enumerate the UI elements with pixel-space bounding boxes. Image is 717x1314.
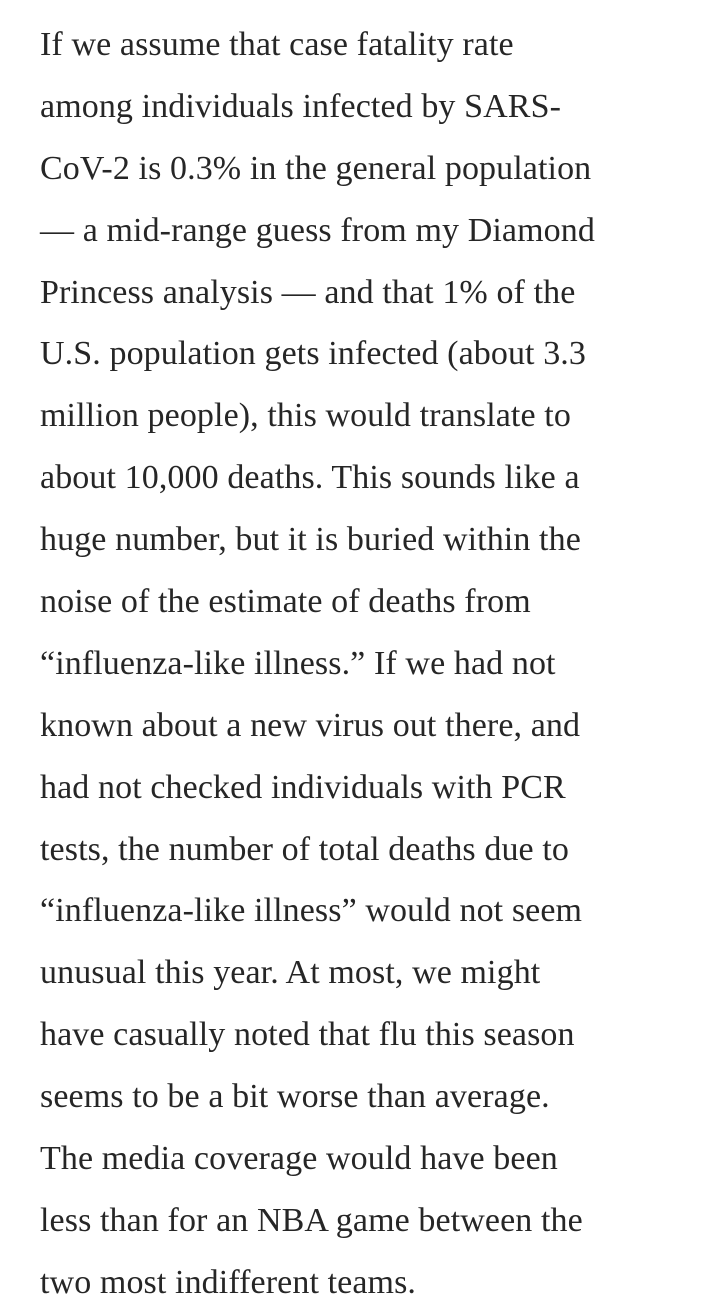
paragraph-line: had not checked individuals with PCR: [40, 768, 566, 806]
paragraph-line: CoV-2 is 0.3% in the general population: [40, 149, 592, 187]
paragraph-line: less than for an NBA game between the: [40, 1201, 583, 1239]
paragraph-line: “influenza-like illness.” If we had not: [40, 644, 556, 682]
paragraph-line: two most indifferent teams.: [40, 1263, 417, 1301]
paragraph-line: The media coverage would have been: [40, 1140, 558, 1178]
paragraph-line: unusual this year. At most, we might: [40, 954, 541, 992]
paragraph-line: noise of the estimate of deaths from: [40, 583, 531, 621]
paragraph-line: about 10,000 deaths. This sounds like a: [40, 459, 580, 497]
paragraph-line: If we assume that case fatality rate: [40, 26, 514, 63]
article-paragraph: [40, 14, 700, 1314]
paragraph-line: Princess analysis — and that 1% of the: [40, 273, 576, 311]
paragraph-line: “influenza-like illness” would not seem: [40, 892, 583, 930]
paragraph-line: seems to be a bit worse than average.: [40, 1078, 550, 1116]
paragraph-line: huge number, but it is buried within the: [40, 521, 581, 559]
paragraph-line: million people), this would translate to: [40, 397, 571, 435]
paragraph-line: among individuals infected by SARS-: [40, 87, 562, 125]
paragraph-line: have casually noted that flu this season: [40, 1016, 575, 1054]
paragraph-line: U.S. population gets infected (about 3.3: [40, 335, 587, 373]
paragraph-line: tests, the number of total deaths due to: [40, 830, 569, 868]
paragraph-line: — a mid-range guess from my Diamond: [40, 211, 595, 249]
paragraph-line: known about a new virus out there, and: [40, 706, 581, 744]
